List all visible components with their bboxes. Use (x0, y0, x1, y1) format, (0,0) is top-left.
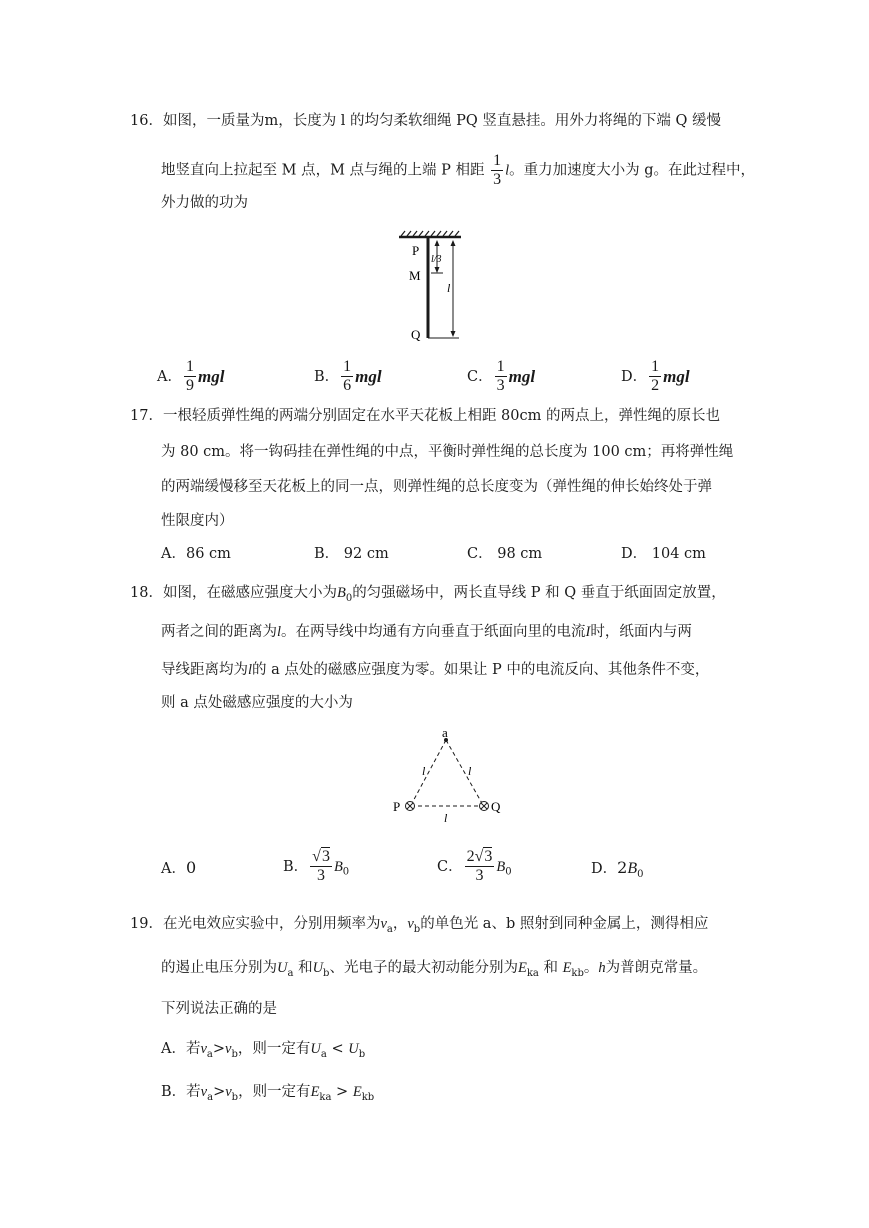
q16-fraction: $\frac{1}{3}$ (493, 152, 502, 188)
q18-option-a[interactable]: A．0 (161, 858, 197, 877)
q17-option-b[interactable]: B． 92 cm (314, 546, 389, 562)
q17-option-a[interactable]: A．86 cm (161, 546, 231, 562)
q19-number: 19． (130, 916, 163, 932)
label-Q: Q (411, 327, 421, 342)
q17-option-d[interactable]: D． 104 cm (621, 546, 706, 562)
q18-line1: 18．如图，在磁感应强度大小为$B_0$的匀强磁场中，两长直导线 P 和 Q 垂直于纸面固定放置， (130, 585, 726, 604)
q19-line1: 19．在光电效应实验中，分别用频率为$\nu_a$，$\nu_b$的单色光 a、b 照射到同种金属上，测得相应 (130, 916, 709, 935)
q18-line3: 导线距离均为l的 a 点处的磁感应强度为零。如果让 P 中的电流反向、其他条件不变， (161, 662, 710, 678)
q16-line2 (161, 152, 755, 189)
q18-option-d[interactable]: D．$2B_0$ (591, 858, 644, 880)
q17-line1: 17．一根轻质弹性绳的两端分别固定在水平天花板上相距 80cm 的两点上，弹性绳的原长也 (130, 408, 720, 424)
q16-option-c[interactable]: C． $\frac{1}{3}$ mgl (467, 358, 536, 394)
q19-option-b[interactable]: B．若$\nu_a>\nu_b$，则一定有$E_{ka} > E_{kb}$ (161, 1084, 375, 1103)
q16-line3 (161, 193, 248, 213)
q16-text-1: 如图，一质量为m，长度为 l 的均匀柔软细绳 PQ 竖直悬挂。用外力将绳的下端 Q 缓慢 (162, 113, 722, 129)
q18-line2: 两者之间的距离为l。在两导线中均通有方向垂直于纸面向里的电流I时，纸面内与两 (161, 624, 692, 640)
q18-option-c[interactable]: C． $\frac{2√3}{3}$ $B_0$ (437, 848, 512, 884)
q16-option-b[interactable]: B． $\frac{1}{6}$ mgl (314, 358, 382, 394)
q16-text-3: 外力做的功为 (161, 195, 248, 211)
q19-option-a[interactable]: A．若$\nu_a>\nu_b$，则一定有$U_a < U_b$ (161, 1041, 366, 1060)
q16-text-2a: 地竖直向上拉起至 M 点，M 点与绳的上端 P 相距 (161, 162, 485, 179)
q17-line4: 性限度内） (161, 513, 234, 529)
q19-line3: 下列说法正确的是 (161, 1001, 277, 1017)
q16-text-2c: 。重力加速度大小为 g。在此过程中， (509, 162, 756, 179)
label-P2: P (393, 799, 401, 814)
rope-figure (395, 230, 475, 345)
svg-text:l: l (422, 764, 426, 778)
label-P: P (412, 243, 420, 258)
q17-line2: 为 80 cm。将一钩码挂在弹性绳的中点，平衡时弹性绳的总长度为 100 cm；再将弹性绳 (161, 444, 734, 460)
label-l: l (447, 281, 451, 295)
q16-option-a[interactable]: A． $\frac{1}{9}$ mgl (157, 358, 225, 394)
label-Q2: Q (491, 799, 501, 814)
q17-number: 17． (130, 408, 163, 424)
q18-number: 18． (130, 585, 163, 601)
label-M: M (409, 268, 421, 283)
q18-line4: 则 a 点处磁感应强度的大小为 (161, 695, 353, 711)
triangle-figure (386, 725, 511, 825)
q16-l: l (505, 162, 510, 179)
q16-option-d[interactable]: D． $\frac{1}{2}$ mgl (621, 358, 690, 394)
q16-number: 16． (130, 113, 163, 129)
label-l3: l/3 (431, 254, 442, 265)
q17-line3: 的两端缓慢移至天花板上的同一点，则弹性绳的总长度变为（弹性绳的伸长始终处于弹 (161, 479, 712, 495)
q18-option-b[interactable]: B． $\frac{√3}{3}$ $B_0$ (283, 848, 350, 884)
svg-text:l: l (444, 811, 448, 825)
q19-line2: 的遏止电压分别为$U_a$ 和$U_b$、光电子的最大初动能分别为$E_{ka}$ 和 $E_{kb}$。h为普朗克常量。 (161, 960, 708, 979)
label-a: a (442, 725, 448, 740)
q17-option-c[interactable]: C． 98 cm (467, 546, 543, 562)
q16-line1 (130, 111, 721, 131)
svg-text:l: l (468, 764, 472, 778)
